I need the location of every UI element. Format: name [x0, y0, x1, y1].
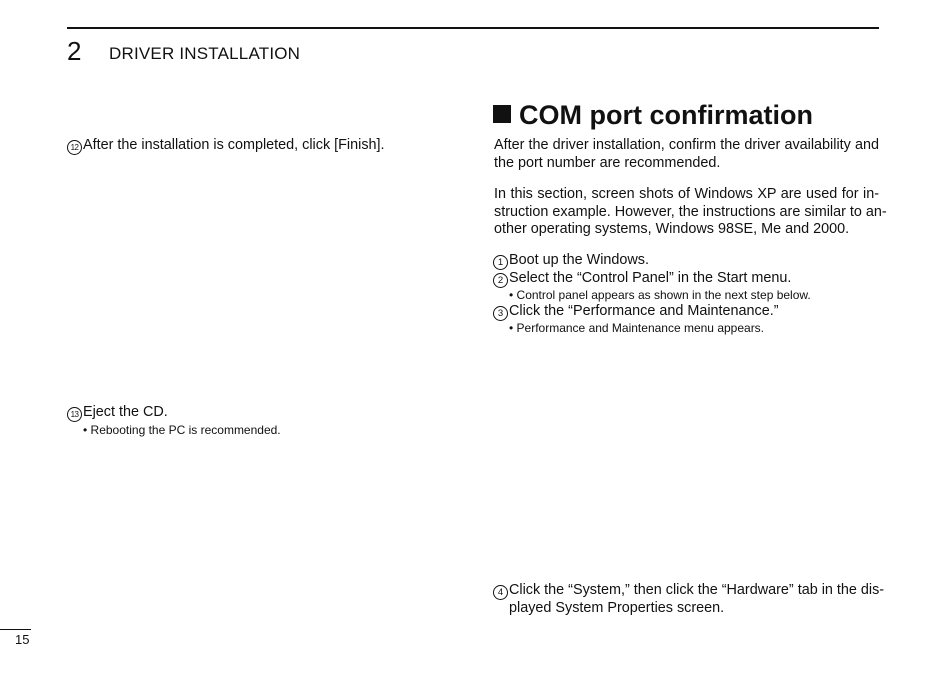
section-line: In this section, screen shots of Windows XP are used for in-: [494, 186, 879, 202]
step-marker: 3: [493, 306, 508, 321]
step-13-note: • Rebooting the PC is recommended.: [83, 423, 281, 437]
step-text: Boot up the Windows.: [509, 252, 649, 268]
chapter-title: DRIVER INSTALLATION: [109, 44, 301, 63]
page-number: 15: [15, 632, 30, 647]
step-marker: 4: [493, 585, 508, 600]
section-heading: [493, 99, 813, 131]
step-13: [67, 404, 168, 422]
step-2: [493, 270, 791, 288]
section-line: struction example. However, the instructions are similar to an-: [494, 203, 887, 220]
step-2-note: • Control panel appears as shown in the next step below.: [509, 288, 811, 302]
chapter-number: 2: [67, 36, 82, 66]
step-marker: 12: [67, 140, 82, 155]
step-4-continuation: played System Properties screen.: [509, 600, 725, 616]
step-marker: 2: [493, 273, 508, 288]
section-paragraph: [494, 186, 887, 239]
section-line: other operating systems, Windows 98SE, Me and 2000.: [494, 221, 850, 237]
step-text: Click the “Performance and Maintenance.”: [509, 303, 779, 319]
intro-paragraph: [494, 137, 879, 172]
step-3-note: • Performance and Maintenance menu appears.: [509, 321, 765, 335]
page-number-rule: [0, 629, 31, 630]
step-12: [67, 137, 385, 155]
top-rule: [67, 27, 879, 29]
section-heading-text: COM port confirmation: [519, 100, 813, 130]
step-text: After the installation is completed, click [Finish].: [83, 137, 385, 153]
step-marker: 13: [67, 407, 82, 422]
step-marker: 1: [493, 255, 508, 270]
intro-line: the port number are recommended.: [494, 154, 721, 171]
square-bullet-icon: [493, 105, 511, 123]
step-4: [493, 582, 884, 600]
step-text: Click the “System,” then click the “Hardware” tab in the dis-: [509, 582, 885, 598]
step-text: Select the “Control Panel” in the Start menu.: [509, 270, 792, 286]
step-3: [493, 303, 779, 321]
step-1: [493, 252, 649, 270]
step-text: Eject the CD.: [83, 404, 168, 420]
intro-line: After the driver installation, confirm the driver availability and: [494, 137, 879, 153]
